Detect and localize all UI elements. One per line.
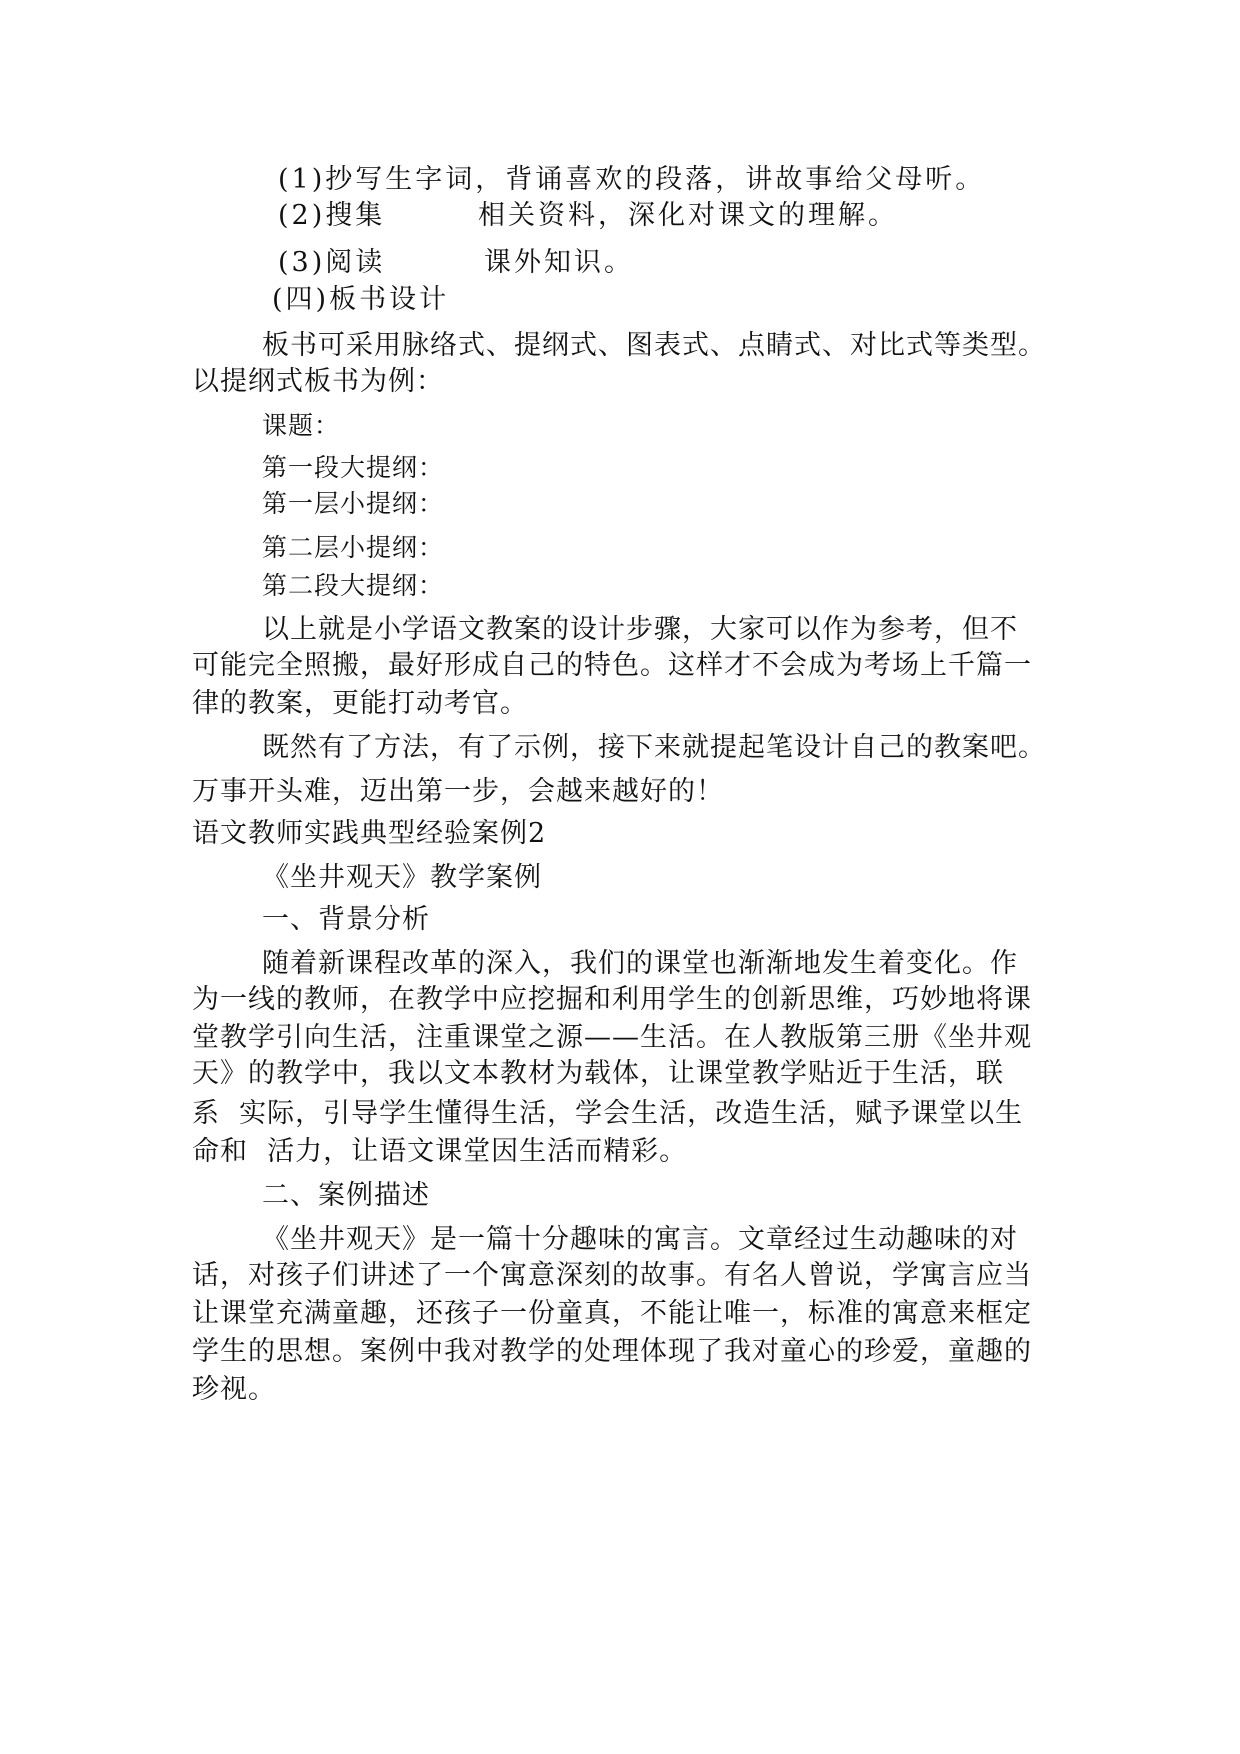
encourage-line-1: 既然有了方法，有了示例，接下来就提起笔设计自己的教案吧。 xyxy=(262,732,1046,763)
outline-layer-1: 第一层小提纲： xyxy=(262,489,445,518)
background-line-4: 天》的教学中，我以文本教材为载体，让课堂教学贴近于生活，联 xyxy=(192,1058,1004,1089)
homework-item-3-prefix: (3)阅读 xyxy=(278,247,386,278)
description-line-5: 珍视。 xyxy=(192,1374,276,1405)
description-line-3: 让课堂充满童趣，还孩子一份童真，不能让唯一，标准的寓意来框定 xyxy=(192,1298,1032,1329)
background-line-5: 系 实际，引导学生懂得生活，学会生活，改造生活，赋予课堂以生 xyxy=(192,1098,1024,1129)
section-two-heading: 二、案例描述 xyxy=(262,1180,430,1211)
summary-line-3: 律的教案，更能打动考官。 xyxy=(192,688,528,719)
case-title: 语文教师实践典型经验案例2 xyxy=(192,818,547,849)
section-one-heading: 一、背景分析 xyxy=(262,904,430,935)
description-line-4: 学生的思想。案例中我对教学的处理体现了我对童心的珍爱，童趣的 xyxy=(192,1336,1032,1367)
homework-item-1: (1)抄写生字词，背诵喜欢的段落，讲故事给父母听。 xyxy=(278,164,986,195)
background-line-2: 为一线的教师，在教学中应挖掘和利用学生的创新思维，巧妙地将课 xyxy=(192,984,1032,1015)
board-design-heading: (四)板书设计 xyxy=(272,284,450,315)
description-line-1: 《坐井观天》是一篇十分趣味的寓言。文章经过生动趣味的对 xyxy=(262,1224,1018,1255)
summary-line-2: 可能完全照搬，最好形成自己的特色。这样才不会成为考场上千篇一 xyxy=(192,650,1032,681)
outline-topic: 课题： xyxy=(262,411,341,440)
outline-section-1: 第一段大提纲： xyxy=(262,453,445,482)
lesson-title: 《坐井观天》教学案例 xyxy=(262,862,542,893)
summary-line-1: 以上就是小学语文教案的设计步骤，大家可以作为参考，但不 xyxy=(262,614,1018,645)
background-line-6: 命和 活力，让语文课堂因生活而精彩。 xyxy=(192,1136,688,1167)
homework-item-2-suffix: 相关资料，深化对课文的理解。 xyxy=(478,200,898,231)
board-intro-line-1: 板书可采用脉络式、提纲式、图表式、点睛式、对比式等类型。 xyxy=(262,330,1046,361)
encourage-line-2: 万事开头难，迈出第一步，会越来越好的！ xyxy=(192,776,724,807)
background-line-3: 堂教学引向生活，注重课堂之源——生活。在人教版第三册《坐井观 xyxy=(192,1022,1032,1053)
outline-section-2: 第二段大提纲： xyxy=(262,571,445,600)
board-intro-line-2: 以提纲式板书为例： xyxy=(192,366,444,397)
outline-layer-2: 第二层小提纲： xyxy=(262,533,445,562)
description-line-2: 话，对孩子们讲述了一个寓意深刻的故事。有名人曾说，学寓言应当 xyxy=(192,1260,1032,1291)
background-line-1: 随着新课程改革的深入，我们的课堂也渐渐地发生着变化。作 xyxy=(262,948,1018,979)
homework-item-3-suffix: 课外知识。 xyxy=(484,247,634,278)
homework-item-2-prefix: (2)搜集 xyxy=(278,200,386,231)
